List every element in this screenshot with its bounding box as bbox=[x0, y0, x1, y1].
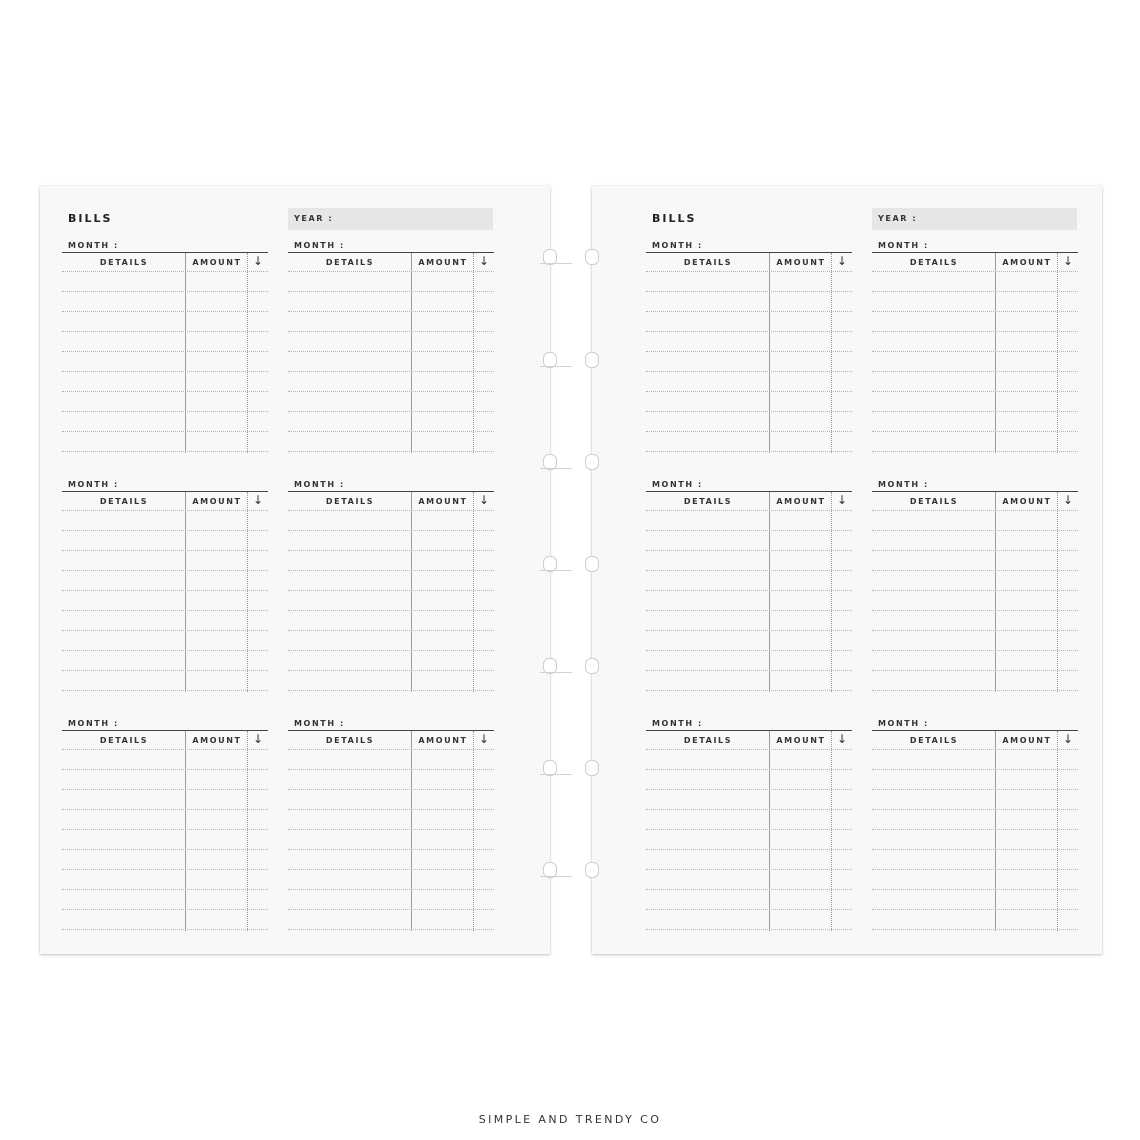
binder-notch bbox=[585, 760, 599, 776]
writing-line bbox=[62, 550, 268, 551]
bills-table bbox=[62, 252, 268, 453]
bills-table bbox=[62, 491, 268, 692]
writing-line bbox=[872, 331, 1078, 332]
column-divider bbox=[995, 731, 996, 931]
details-header: DETAILS bbox=[99, 736, 149, 745]
writing-line bbox=[646, 670, 852, 671]
writing-line bbox=[872, 809, 1078, 810]
writing-line bbox=[288, 929, 494, 930]
writing-line bbox=[872, 690, 1078, 691]
binder-notch bbox=[585, 556, 599, 572]
writing-line bbox=[646, 690, 852, 691]
year-field[interactable] bbox=[872, 208, 1077, 230]
writing-line bbox=[62, 789, 268, 790]
writing-line bbox=[288, 610, 494, 611]
writing-line bbox=[872, 371, 1078, 372]
details-header: DETAILS bbox=[99, 258, 149, 267]
year-label: YEAR : bbox=[294, 214, 334, 223]
writing-line bbox=[288, 630, 494, 631]
details-header: DETAILS bbox=[325, 258, 375, 267]
down-arrow-icon: ↓ bbox=[252, 493, 264, 507]
details-header: DETAILS bbox=[325, 497, 375, 506]
month-label: MONTH : bbox=[294, 241, 345, 250]
writing-line bbox=[646, 630, 852, 631]
column-divider bbox=[411, 253, 412, 453]
month-label: MONTH : bbox=[878, 480, 929, 489]
column-divider bbox=[769, 253, 770, 453]
writing-line bbox=[646, 291, 852, 292]
writing-line bbox=[288, 909, 494, 910]
month-label: MONTH : bbox=[294, 480, 345, 489]
binder-notch bbox=[585, 352, 599, 368]
binder-notch-line bbox=[540, 263, 572, 264]
writing-line bbox=[288, 411, 494, 412]
writing-line bbox=[62, 610, 268, 611]
writing-line bbox=[872, 889, 1078, 890]
column-divider bbox=[185, 731, 186, 931]
month-label: MONTH : bbox=[652, 480, 703, 489]
column-divider bbox=[247, 492, 248, 692]
writing-line bbox=[288, 570, 494, 571]
column-divider bbox=[995, 492, 996, 692]
writing-line bbox=[288, 849, 494, 850]
writing-line bbox=[62, 371, 268, 372]
month-label: MONTH : bbox=[294, 719, 345, 728]
down-arrow-icon: ↓ bbox=[1062, 732, 1074, 746]
down-arrow-icon: ↓ bbox=[1062, 493, 1074, 507]
writing-line bbox=[288, 769, 494, 770]
writing-line bbox=[872, 869, 1078, 870]
writing-line bbox=[288, 550, 494, 551]
writing-line bbox=[646, 391, 852, 392]
writing-line bbox=[872, 530, 1078, 531]
year-field[interactable] bbox=[288, 208, 493, 230]
details-header: DETAILS bbox=[683, 258, 733, 267]
writing-line bbox=[62, 869, 268, 870]
writing-line bbox=[288, 789, 494, 790]
details-header: DETAILS bbox=[99, 497, 149, 506]
writing-line bbox=[62, 590, 268, 591]
writing-line bbox=[288, 889, 494, 890]
writing-line bbox=[646, 411, 852, 412]
page-title: BILLS bbox=[68, 212, 113, 225]
details-header: DETAILS bbox=[909, 497, 959, 506]
writing-line bbox=[62, 749, 268, 750]
page-title: BILLS bbox=[652, 212, 697, 225]
column-divider bbox=[247, 731, 248, 931]
column-divider bbox=[769, 731, 770, 931]
amount-header: AMOUNT bbox=[192, 736, 242, 745]
writing-line bbox=[646, 271, 852, 272]
column-divider bbox=[769, 492, 770, 692]
writing-line bbox=[62, 809, 268, 810]
writing-line bbox=[62, 311, 268, 312]
down-arrow-icon: ↓ bbox=[836, 732, 848, 746]
amount-header: AMOUNT bbox=[192, 497, 242, 506]
writing-line bbox=[288, 510, 494, 511]
writing-line bbox=[872, 630, 1078, 631]
writing-line bbox=[646, 431, 852, 432]
details-header: DETAILS bbox=[325, 736, 375, 745]
binder-notch bbox=[585, 658, 599, 674]
writing-line bbox=[62, 570, 268, 571]
column-divider bbox=[185, 492, 186, 692]
writing-line bbox=[288, 291, 494, 292]
writing-line bbox=[646, 351, 852, 352]
writing-line bbox=[872, 271, 1078, 272]
down-arrow-icon: ↓ bbox=[478, 732, 490, 746]
writing-line bbox=[646, 311, 852, 312]
writing-line bbox=[872, 610, 1078, 611]
writing-line bbox=[646, 331, 852, 332]
column-divider bbox=[185, 253, 186, 453]
column-divider bbox=[831, 731, 832, 931]
binder-notch-line bbox=[540, 570, 572, 571]
writing-line bbox=[62, 411, 268, 412]
down-arrow-icon: ↓ bbox=[836, 493, 848, 507]
month-label: MONTH : bbox=[652, 719, 703, 728]
writing-line bbox=[872, 909, 1078, 910]
writing-line bbox=[646, 849, 852, 850]
writing-line bbox=[646, 590, 852, 591]
binder-notch bbox=[585, 862, 599, 878]
writing-line bbox=[872, 391, 1078, 392]
amount-header: AMOUNT bbox=[418, 258, 468, 267]
writing-line bbox=[872, 789, 1078, 790]
brand-footer: SIMPLE AND TRENDY CO bbox=[478, 1113, 662, 1126]
amount-header: AMOUNT bbox=[776, 497, 826, 506]
writing-line bbox=[872, 451, 1078, 452]
writing-line bbox=[288, 670, 494, 671]
writing-line bbox=[646, 650, 852, 651]
writing-line bbox=[62, 351, 268, 352]
writing-line bbox=[872, 311, 1078, 312]
writing-line bbox=[872, 431, 1078, 432]
writing-line bbox=[646, 769, 852, 770]
writing-line bbox=[872, 650, 1078, 651]
writing-line bbox=[646, 510, 852, 511]
writing-line bbox=[646, 889, 852, 890]
writing-line bbox=[288, 451, 494, 452]
writing-line bbox=[288, 590, 494, 591]
column-divider bbox=[247, 253, 248, 453]
writing-line bbox=[872, 849, 1078, 850]
month-label: MONTH : bbox=[68, 241, 119, 250]
month-label: MONTH : bbox=[878, 241, 929, 250]
writing-line bbox=[288, 809, 494, 810]
down-arrow-icon: ↓ bbox=[252, 254, 264, 268]
writing-line bbox=[872, 749, 1078, 750]
column-divider bbox=[473, 253, 474, 453]
binder-notch-line bbox=[540, 468, 572, 469]
writing-line bbox=[288, 829, 494, 830]
writing-line bbox=[646, 829, 852, 830]
bills-table bbox=[872, 252, 1078, 453]
amount-header: AMOUNT bbox=[776, 736, 826, 745]
column-divider bbox=[473, 731, 474, 931]
binder-notch-line bbox=[540, 366, 572, 367]
month-label: MONTH : bbox=[68, 480, 119, 489]
writing-line bbox=[872, 929, 1078, 930]
writing-line bbox=[62, 291, 268, 292]
writing-line bbox=[646, 749, 852, 750]
bills-table bbox=[646, 730, 852, 931]
writing-line bbox=[646, 909, 852, 910]
column-divider bbox=[473, 492, 474, 692]
writing-line bbox=[288, 530, 494, 531]
writing-line bbox=[288, 431, 494, 432]
down-arrow-icon: ↓ bbox=[478, 493, 490, 507]
writing-line bbox=[288, 371, 494, 372]
month-label: MONTH : bbox=[878, 719, 929, 728]
writing-line bbox=[62, 690, 268, 691]
writing-line bbox=[646, 550, 852, 551]
month-label: MONTH : bbox=[652, 241, 703, 250]
writing-line bbox=[288, 311, 494, 312]
details-header: DETAILS bbox=[909, 736, 959, 745]
amount-header: AMOUNT bbox=[1002, 497, 1052, 506]
binder-notch bbox=[585, 454, 599, 470]
writing-line bbox=[872, 351, 1078, 352]
writing-line bbox=[62, 929, 268, 930]
amount-header: AMOUNT bbox=[776, 258, 826, 267]
writing-line bbox=[872, 769, 1078, 770]
writing-line bbox=[646, 869, 852, 870]
column-divider bbox=[411, 492, 412, 692]
writing-line bbox=[872, 550, 1078, 551]
planner-page-right bbox=[592, 186, 1102, 954]
binder-notch bbox=[585, 249, 599, 265]
bills-table bbox=[646, 491, 852, 692]
writing-line bbox=[62, 431, 268, 432]
writing-line bbox=[646, 929, 852, 930]
writing-line bbox=[646, 371, 852, 372]
writing-line bbox=[646, 610, 852, 611]
writing-line bbox=[62, 670, 268, 671]
column-divider bbox=[1057, 492, 1058, 692]
bills-table bbox=[288, 730, 494, 931]
year-label: YEAR : bbox=[878, 214, 918, 223]
writing-line bbox=[62, 391, 268, 392]
writing-line bbox=[288, 650, 494, 651]
writing-line bbox=[646, 809, 852, 810]
writing-line bbox=[62, 650, 268, 651]
writing-line bbox=[62, 849, 268, 850]
bills-table bbox=[646, 252, 852, 453]
column-divider bbox=[831, 253, 832, 453]
column-divider bbox=[1057, 253, 1058, 453]
binder-notch-line bbox=[540, 672, 572, 673]
binder-notch-line bbox=[540, 774, 572, 775]
amount-header: AMOUNT bbox=[418, 497, 468, 506]
writing-line bbox=[62, 889, 268, 890]
planner-page-left bbox=[40, 186, 550, 954]
writing-line bbox=[62, 909, 268, 910]
amount-header: AMOUNT bbox=[418, 736, 468, 745]
writing-line bbox=[62, 451, 268, 452]
writing-line bbox=[646, 570, 852, 571]
column-divider bbox=[1057, 731, 1058, 931]
column-divider bbox=[831, 492, 832, 692]
amount-header: AMOUNT bbox=[192, 258, 242, 267]
writing-line bbox=[872, 570, 1078, 571]
month-label: MONTH : bbox=[68, 719, 119, 728]
amount-header: AMOUNT bbox=[1002, 258, 1052, 267]
writing-line bbox=[646, 789, 852, 790]
writing-line bbox=[62, 530, 268, 531]
writing-line bbox=[872, 411, 1078, 412]
writing-line bbox=[62, 769, 268, 770]
writing-line bbox=[872, 670, 1078, 671]
writing-line bbox=[646, 530, 852, 531]
writing-line bbox=[872, 829, 1078, 830]
column-divider bbox=[995, 253, 996, 453]
writing-line bbox=[62, 510, 268, 511]
writing-line bbox=[288, 351, 494, 352]
writing-line bbox=[288, 749, 494, 750]
details-header: DETAILS bbox=[683, 497, 733, 506]
writing-line bbox=[872, 590, 1078, 591]
bills-table bbox=[872, 491, 1078, 692]
writing-line bbox=[872, 291, 1078, 292]
column-divider bbox=[411, 731, 412, 931]
details-header: DETAILS bbox=[683, 736, 733, 745]
writing-line bbox=[62, 271, 268, 272]
details-header: DETAILS bbox=[909, 258, 959, 267]
writing-line bbox=[62, 630, 268, 631]
writing-line bbox=[288, 690, 494, 691]
writing-line bbox=[646, 451, 852, 452]
down-arrow-icon: ↓ bbox=[836, 254, 848, 268]
writing-line bbox=[62, 829, 268, 830]
binder-notch-line bbox=[540, 876, 572, 877]
writing-line bbox=[288, 271, 494, 272]
down-arrow-icon: ↓ bbox=[478, 254, 490, 268]
bills-table bbox=[872, 730, 1078, 931]
bills-table bbox=[288, 491, 494, 692]
writing-line bbox=[288, 869, 494, 870]
bills-table bbox=[62, 730, 268, 931]
amount-header: AMOUNT bbox=[1002, 736, 1052, 745]
bills-table bbox=[288, 252, 494, 453]
down-arrow-icon: ↓ bbox=[252, 732, 264, 746]
writing-line bbox=[288, 391, 494, 392]
down-arrow-icon: ↓ bbox=[1062, 254, 1074, 268]
writing-line bbox=[62, 331, 268, 332]
writing-line bbox=[288, 331, 494, 332]
writing-line bbox=[872, 510, 1078, 511]
